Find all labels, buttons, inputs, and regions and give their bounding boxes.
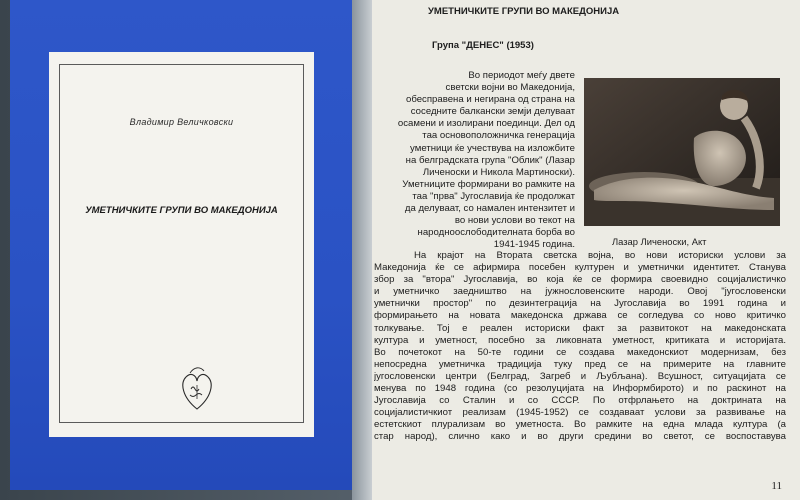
heart-monogram-icon — [178, 363, 216, 413]
text-line: Во периодот меѓу двете — [468, 70, 575, 81]
text-line: Личеноски и Никола Мартиноски). — [422, 166, 575, 178]
text-line: осамени и изолирани поединци. Дел од — [397, 118, 575, 130]
text-line: Во почетокот на 50-те години се создава македонскиот модернизам, без — [374, 346, 786, 358]
text-line: менува по 1948 година (со резолуцијата на Информбирото) и по раскинот на — [374, 383, 786, 395]
text-line: толкување. Тој е реален историски факт за развитокот на македонската — [374, 322, 786, 334]
book-page — [372, 0, 800, 500]
book-cover — [10, 0, 357, 490]
text-line: На крајот на Втората светска војна, во нови историски услови за — [414, 250, 786, 261]
intro-paragraph — [372, 70, 575, 251]
page-header: УМЕТНИЧКИТЕ ГРУПИ ВО МАКЕДОНИЈА — [428, 6, 620, 17]
book-cover-photo — [0, 0, 372, 500]
background-edge — [352, 0, 372, 500]
text-line: збор за "втора" Југославија, во која ќе се формира своевидно социјалистичко — [374, 274, 786, 286]
cover-label — [49, 52, 314, 437]
text-line: и уметничко заедништво на јужнословенските народи. Овој "југословенски — [374, 286, 786, 298]
cover-author: Владимир Величковски — [129, 117, 234, 127]
text-line: таа "прва" Југославија ќе продолжат — [412, 190, 575, 202]
reclining-nude-painting — [584, 78, 780, 226]
text-line: естетскиот плурализам во уметноста. Во рамките на една млада култура (а — [374, 419, 786, 431]
text-line: соседните балкански земји делуваат — [410, 106, 575, 118]
text-line: култура и уметност, посебно за ликовната уметност, критиката и историјата. — [374, 334, 786, 346]
painting-caption: Лазар Личеноски, Акт — [612, 236, 707, 247]
text-line: Уметниците формирани во рамките на — [402, 178, 575, 190]
painting-image — [584, 78, 780, 226]
text-line: таа основоположничка генерација — [422, 130, 575, 142]
text-line: Македонија ќе се афирмира посебен културен и уметнички идентитет. Станува — [374, 262, 786, 274]
text-line: во нови услови во текот на — [454, 215, 575, 227]
text-line: уметнички простор" по дезинтеграција на Југославија во 1991 година и — [374, 298, 786, 310]
text-line: социјалистичкиот реализам (1945-1952) се создаваат услови за развивање на — [374, 407, 786, 419]
section-title: Група "ДЕНЕС" (1953) — [432, 40, 534, 51]
cover-title: УМЕТНИЧКИТЕ ГРУПИ ВО МАКЕДОНИЈА — [85, 205, 278, 216]
text-line: југословенски центри (Белград, Загреб и Љубљана). Всушност, ситуацијата се — [374, 370, 786, 382]
body-paragraph — [374, 250, 786, 444]
text-line: формирањето на новата македонска држава се согледува со ново критичко — [374, 310, 786, 322]
text-line: Југославија со Сталин и со СССР. По отфрлањето на доктрината на — [374, 395, 786, 407]
text-line: народноослободителната борба во — [417, 227, 575, 239]
text-line: непосредна уметничка традиција туку пред се на примерите на главните — [374, 358, 786, 370]
text-line: обесправена и негирана од страна на — [405, 94, 575, 106]
text-line: уметници ќе учествува на изложбите — [410, 142, 575, 154]
text-line: стар народ), слично како и во други средини во светот, се воспоставува — [374, 431, 786, 443]
cover-label-border — [59, 64, 304, 423]
text-line: на белградската група "Облик" (Лазар — [405, 154, 575, 166]
text-line: да делуваат, со намален интензитет и — [404, 203, 575, 215]
text-line: 1941-1945 година. — [493, 239, 575, 251]
page-number: 11 — [771, 480, 782, 492]
text-line: светски војни во Македонија, — [445, 82, 575, 94]
